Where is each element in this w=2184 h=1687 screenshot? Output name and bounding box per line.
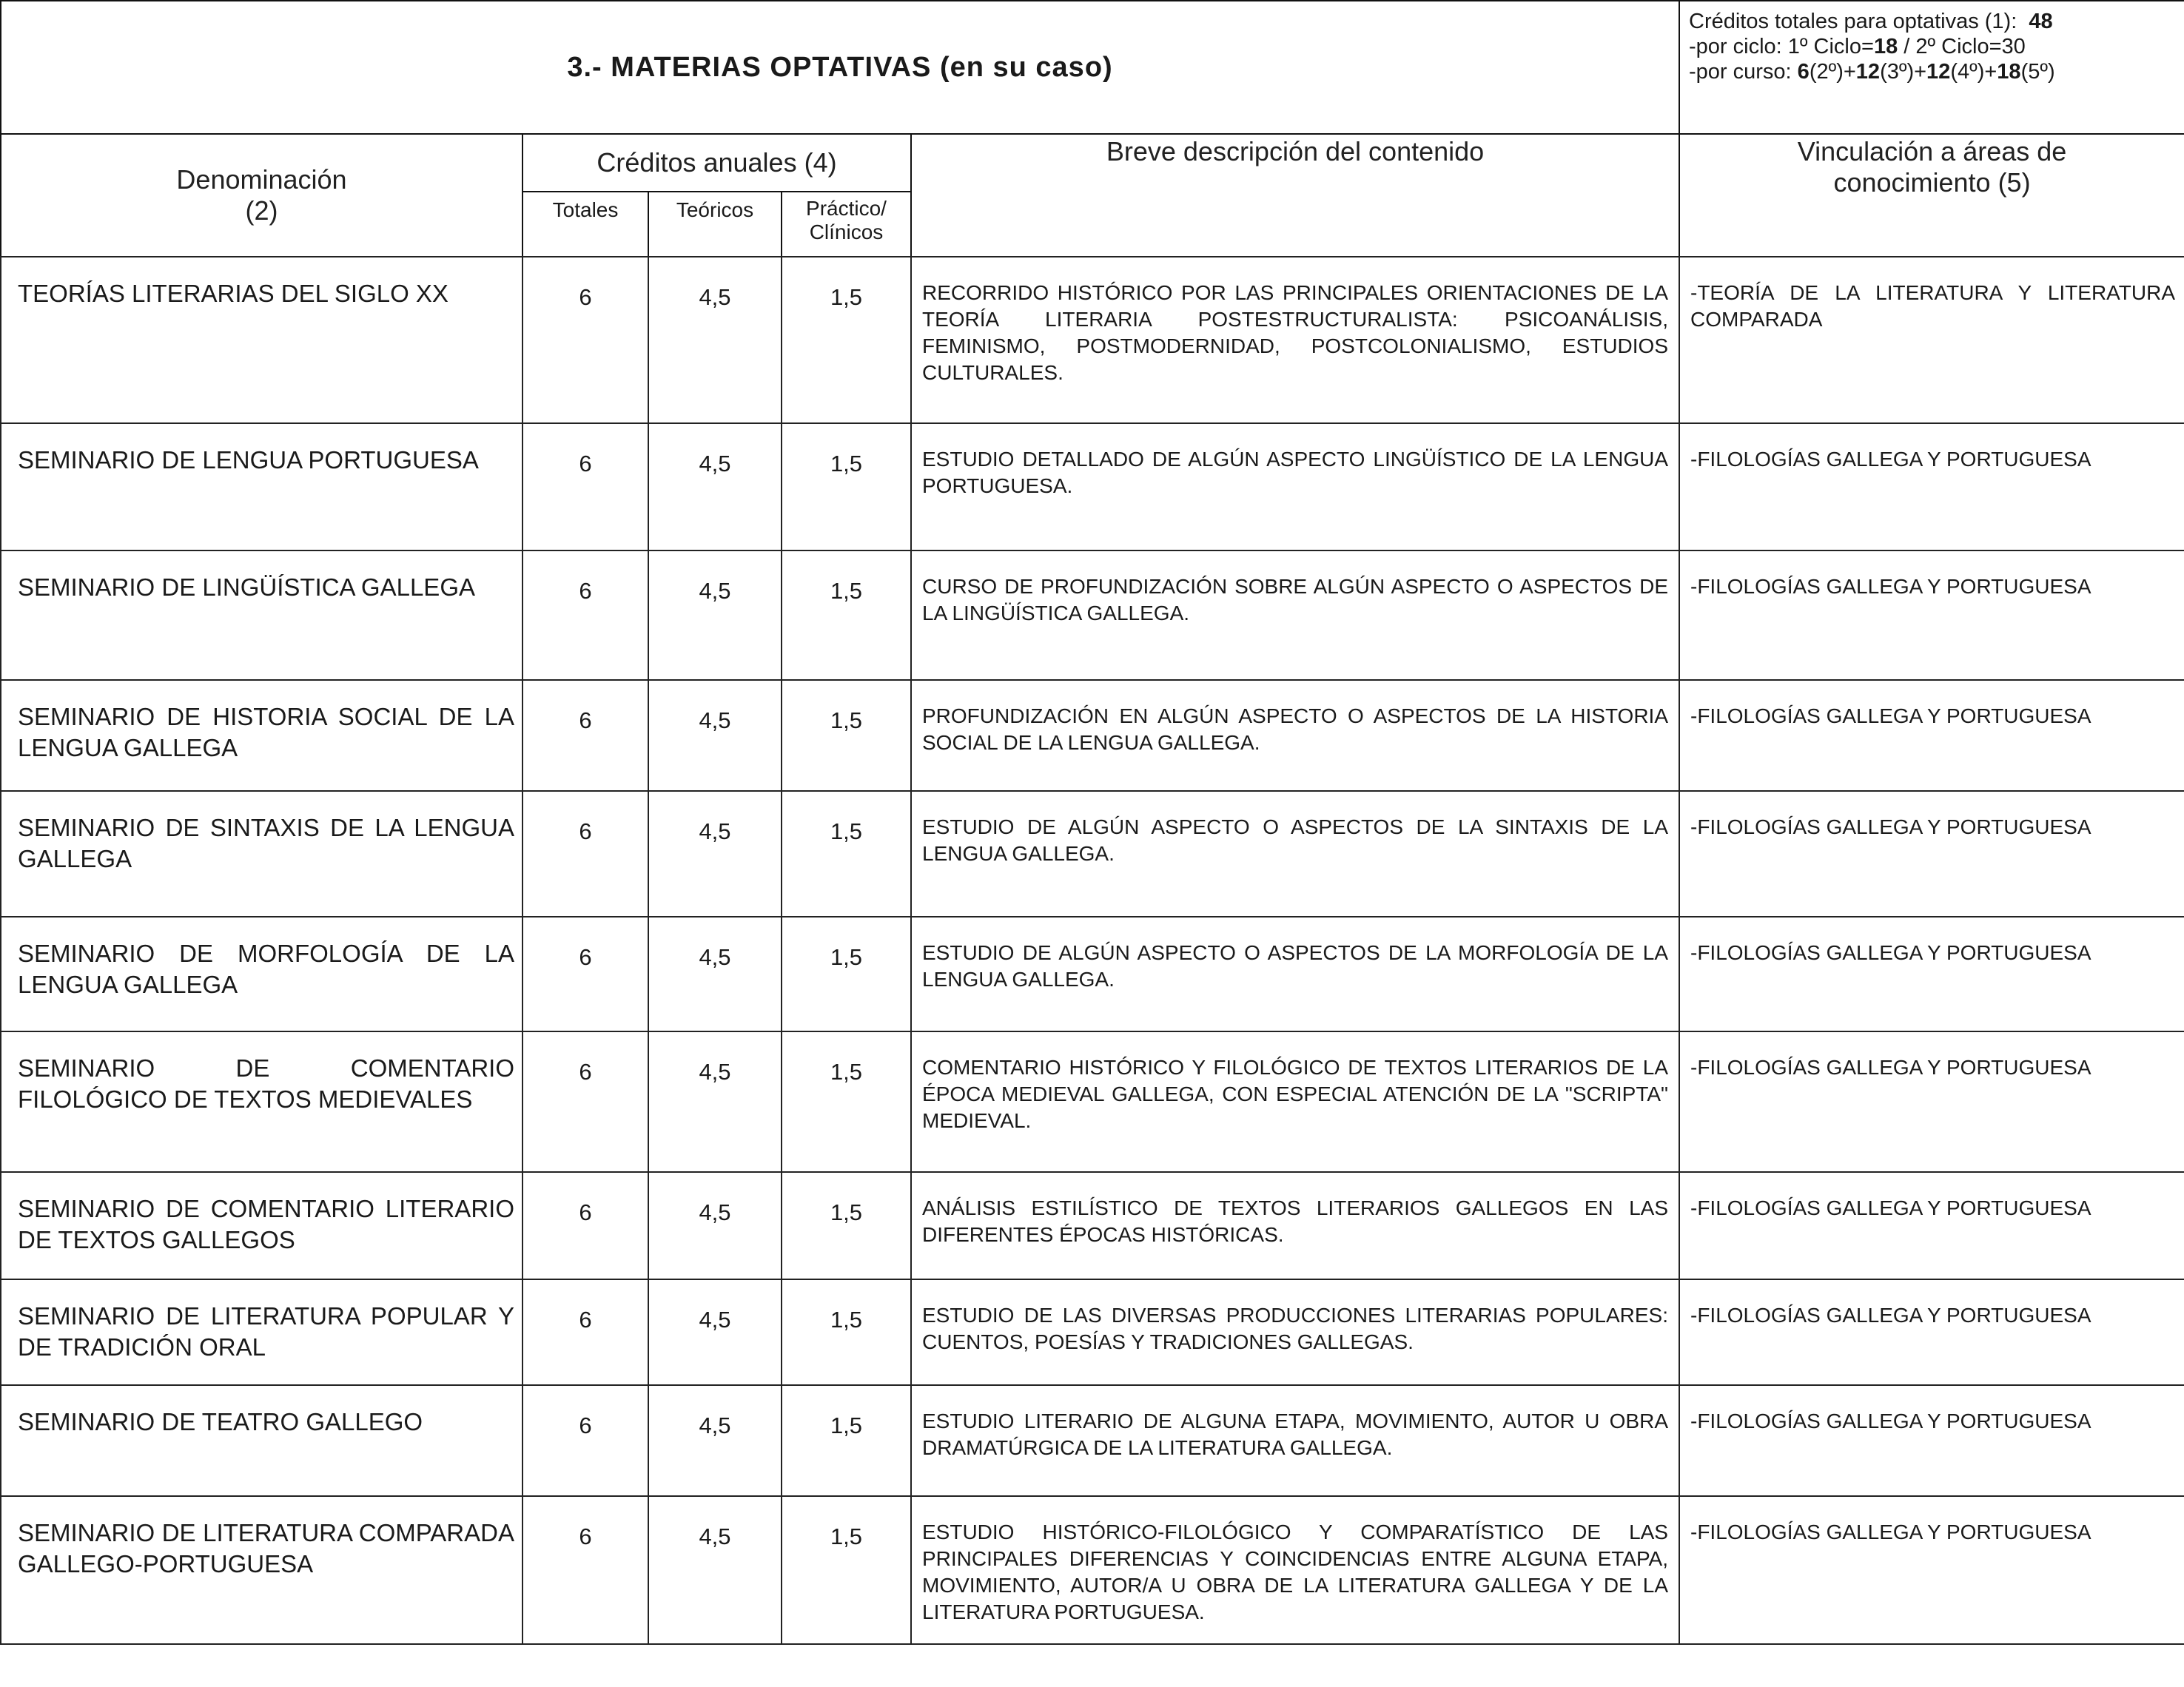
row-teoricos: 4,5	[648, 1279, 782, 1385]
row-name: SEMINARIO DE COMENTARIO LITERARIO DE TEXTOS GALLEGOS	[1, 1172, 523, 1279]
row-area: -FILOLOGÍAS GALLEGA Y PORTUGUESA	[1679, 423, 2184, 550]
credits-curso2-value: 6	[1797, 60, 1810, 84]
credits-curso5-value: 18	[1997, 60, 2021, 84]
row-area: -FILOLOGÍAS GALLEGA Y PORTUGUESA	[1679, 917, 2184, 1031]
row-totales: 6	[523, 680, 648, 791]
row-name: SEMINARIO DE TEATRO GALLEGO	[1, 1385, 523, 1496]
credits-ciclo2-label: / 2º Ciclo=30	[1898, 35, 2026, 58]
header-creditos: Créditos anuales (4)	[523, 134, 911, 192]
row-description: COMENTARIO HISTÓRICO Y FILOLÓGICO DE TEXTOS LITERARIOS DE LA ÉPOCA MEDIEVAL GALLEGA, CON ESPECIAL ATENCIÓN DE LA "SCRIPTA" MEDIEVAL.	[911, 1031, 1679, 1172]
row-teoricos: 4,5	[648, 257, 782, 423]
credits-curso4-value: 12	[1926, 60, 1951, 84]
table-row	[1, 423, 2184, 550]
row-area: -FILOLOGÍAS GALLEGA Y PORTUGUESA	[1679, 1385, 2184, 1496]
row-description: ESTUDIO DE ALGÚN ASPECTO O ASPECTOS DE LA SINTAXIS DE LA LENGUA GALLEGA.	[911, 791, 1679, 917]
header-denominacion-note: (2)	[245, 195, 278, 226]
credits-curso5-label: (5º)	[2020, 60, 2055, 84]
row-practicos: 1,5	[782, 423, 911, 550]
row-practicos: 1,5	[782, 257, 911, 423]
credits-curso4-label: (4º)+	[1950, 60, 1997, 84]
column-header	[0, 133, 2184, 257]
row-totales: 6	[523, 257, 648, 423]
table-row	[1, 791, 2184, 917]
table-row	[1, 550, 2184, 680]
table-row	[1, 680, 2184, 791]
row-name: SEMINARIO DE HISTORIA SOCIAL DE LA LENGUA GALLEGA	[1, 680, 523, 791]
row-totales: 6	[523, 1279, 648, 1385]
credits-curso2-label: (2º)+	[1809, 60, 1856, 84]
header-descripcion: Breve descripción del contenido	[911, 134, 1679, 257]
row-area: -FILOLOGÍAS GALLEGA Y PORTUGUESA	[1679, 550, 2184, 680]
table-row	[1, 1172, 2184, 1279]
row-totales: 6	[523, 1031, 648, 1172]
row-totales: 6	[523, 1385, 648, 1496]
row-description: ANÁLISIS ESTILÍSTICO DE TEXTOS LITERARIOS GALLEGOS EN LAS DIFERENTES ÉPOCAS HISTÓRICAS.	[911, 1172, 1679, 1279]
table-row	[1, 1031, 2184, 1172]
row-teoricos: 4,5	[648, 1172, 782, 1279]
row-totales: 6	[523, 1496, 648, 1644]
row-practicos: 1,5	[782, 1496, 911, 1644]
row-teoricos: 4,5	[648, 423, 782, 550]
credits-curso3-label: (3º)+	[1880, 60, 1927, 84]
row-teoricos: 4,5	[648, 917, 782, 1031]
header-teoricos: Teóricos	[648, 192, 782, 257]
row-name: SEMINARIO DE LINGÜÍSTICA GALLEGA	[1, 550, 523, 680]
row-description: ESTUDIO LITERARIO DE ALGUNA ETAPA, MOVIMIENTO, AUTOR U OBRA DRAMATÚRGICA DE LA LITERATURA GALLEGA.	[911, 1385, 1679, 1496]
row-area: -FILOLOGÍAS GALLEGA Y PORTUGUESA	[1679, 1172, 2184, 1279]
row-description: ESTUDIO DE LAS DIVERSAS PRODUCCIONES LITERARIAS POPULARES: CUENTOS, POESÍAS Y TRADICIONES GALLEGAS.	[911, 1279, 1679, 1385]
row-name: SEMINARIO DE LITERATURA POPULAR Y DE TRADICIÓN ORAL	[1, 1279, 523, 1385]
table-row	[1, 917, 2184, 1031]
row-practicos: 1,5	[782, 680, 911, 791]
credits-curso-label: -por curso:	[1689, 60, 1798, 84]
row-totales: 6	[523, 1172, 648, 1279]
row-teoricos: 4,5	[648, 1385, 782, 1496]
row-totales: 6	[523, 423, 648, 550]
row-area: -TEORÍA DE LA LITERATURA Y LITERATURA COMPARADA	[1679, 257, 2184, 423]
table-row	[1, 1279, 2184, 1385]
row-name: SEMINARIO DE MORFOLOGÍA DE LA LENGUA GALLEGA	[1, 917, 523, 1031]
credits-summary	[1679, 1, 2184, 134]
table-row	[1, 1496, 2184, 1644]
row-teoricos: 4,5	[648, 791, 782, 917]
credits-ciclo1-value: 18	[1873, 35, 1898, 58]
row-teoricos: 4,5	[648, 1031, 782, 1172]
row-practicos: 1,5	[782, 1385, 911, 1496]
credits-total-label: Créditos totales para optativas (1):	[1689, 10, 2017, 33]
row-area: -FILOLOGÍAS GALLEGA Y PORTUGUESA	[1679, 791, 2184, 917]
row-description: RECORRIDO HISTÓRICO POR LAS PRINCIPALES ORIENTACIONES DE LA TEORÍA LITERARIA POSTESTRUCTURALISTA: PSICOANÁLISIS, FEMINISMO, POSTMODERNIDAD, POSTCOLONIALISMO, ESTUDIOS CULTURALES.	[911, 257, 1679, 423]
row-name: SEMINARIO DE LENGUA PORTUGUESA	[1, 423, 523, 550]
row-area: -FILOLOGÍAS GALLEGA Y PORTUGUESA	[1679, 1279, 2184, 1385]
row-area: -FILOLOGÍAS GALLEGA Y PORTUGUESA	[1679, 680, 2184, 791]
row-name: SEMINARIO DE SINTAXIS DE LA LENGUA GALLEGA	[1, 791, 523, 917]
row-name: TEORÍAS LITERARIAS DEL SIGLO XX	[1, 257, 523, 423]
table-row	[1, 257, 2184, 423]
row-description: ESTUDIO HISTÓRICO-FILOLÓGICO Y COMPARATÍSTICO DE LAS PRINCIPALES DIFERENCIAS Y COINCIDENCIAS ENTRE ALGUNA ETAPA, MOVIMIENTO, AUTOR/A U OBRA DE LA LITERATURA GALLEGA Y DE LA LITERATURA PORTUGUESA.	[911, 1496, 1679, 1644]
row-description: ESTUDIO DETALLADO DE ALGÚN ASPECTO LINGÜÍSTICO DE LA LENGUA PORTUGUESA.	[911, 423, 1679, 550]
header-totales: Totales	[523, 192, 648, 257]
table-row	[1, 1385, 2184, 1496]
row-practicos: 1,5	[782, 1031, 911, 1172]
row-teoricos: 4,5	[648, 550, 782, 680]
row-area: -FILOLOGÍAS GALLEGA Y PORTUGUESA	[1679, 1496, 2184, 1644]
row-teoricos: 4,5	[648, 1496, 782, 1644]
row-practicos: 1,5	[782, 1172, 911, 1279]
credits-total-value: 48	[2029, 10, 2053, 33]
row-teoricos: 4,5	[648, 680, 782, 791]
row-description: ESTUDIO DE ALGÚN ASPECTO O ASPECTOS DE LA MORFOLOGÍA DE LA LENGUA GALLEGA.	[911, 917, 1679, 1031]
subjects-table	[0, 256, 2184, 1645]
row-practicos: 1,5	[782, 917, 911, 1031]
row-name: SEMINARIO DE COMENTARIO FILOLÓGICO DE TEXTOS MEDIEVALES	[1, 1031, 523, 1172]
row-description: CURSO DE PROFUNDIZACIÓN SOBRE ALGÚN ASPECTO O ASPECTOS DE LA LINGÜÍSTICA GALLEGA.	[911, 550, 1679, 680]
header-vinculacion: Vinculación a áreas de conocimiento (5)	[1679, 134, 2184, 257]
row-practicos: 1,5	[782, 791, 911, 917]
credits-curso3-value: 12	[1855, 60, 1881, 84]
header-denominacion	[1, 134, 523, 257]
header-denominacion-label: Denominación	[176, 164, 347, 195]
row-practicos: 1,5	[782, 1279, 911, 1385]
row-totales: 6	[523, 917, 648, 1031]
row-totales: 6	[523, 791, 648, 917]
row-area: -FILOLOGÍAS GALLEGA Y PORTUGUESA	[1679, 1031, 2184, 1172]
section-title: 3.- MATERIAS OPTATIVAS (en su caso)	[1, 1, 1679, 134]
row-totales: 6	[523, 550, 648, 680]
row-name: SEMINARIO DE LITERATURA COMPARADA GALLEGO-PORTUGUESA	[1, 1496, 523, 1644]
section-header	[0, 0, 2184, 135]
row-description: PROFUNDIZACIÓN EN ALGÚN ASPECTO O ASPECTOS DE LA HISTORIA SOCIAL DE LA LENGUA GALLEGA.	[911, 680, 1679, 791]
row-practicos: 1,5	[782, 550, 911, 680]
header-practicos: Práctico/ Clínicos	[782, 192, 911, 257]
credits-ciclo-label: -por ciclo: 1º Ciclo=	[1689, 35, 1874, 58]
